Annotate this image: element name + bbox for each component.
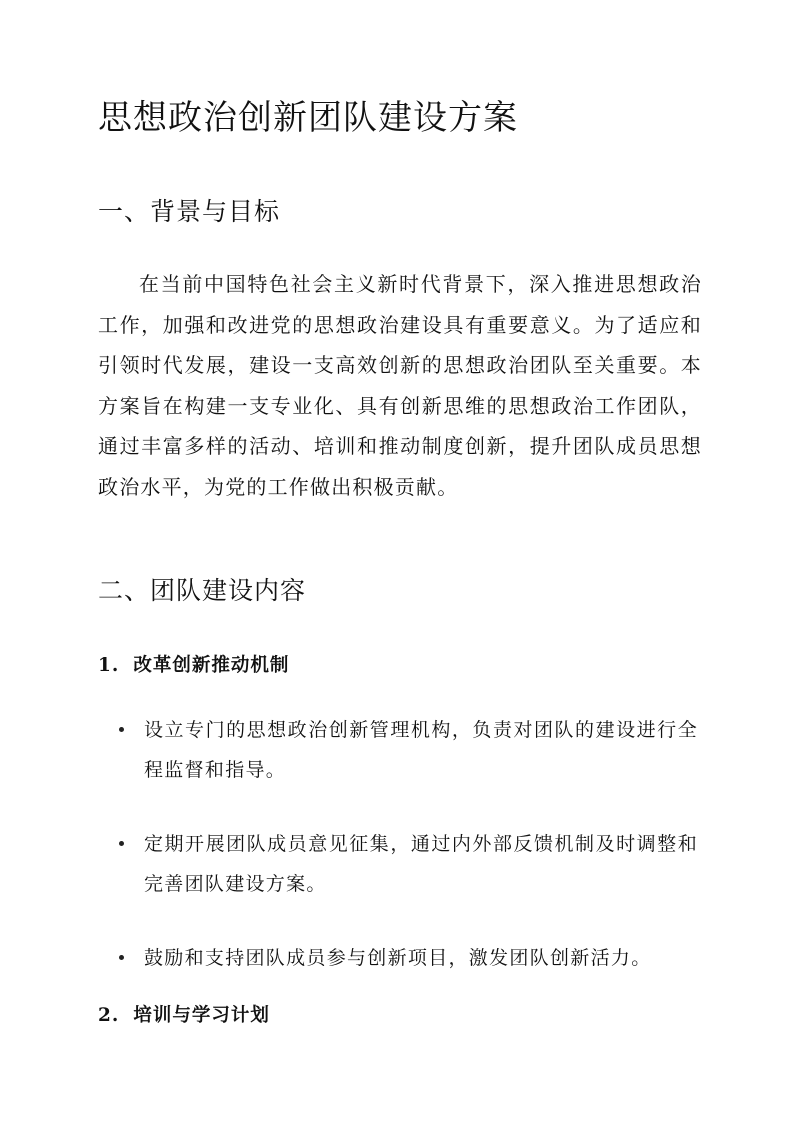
background-paragraph: 在当前中国特色社会主义新时代背景下，深入推进思想政治工作，加强和改进党的思想政治建设具有重要意义。为了适应和引领时代发展，建设一支高效创新的思想政治团队至关重要。本方案旨在构建一支专业化、具有创新思维的思想政治工作团队，通过丰富多样的活动、培训和推动制度创新，提升团队成员思想政治水平，为党的工作做出积极贡献。 — [98, 272, 702, 499]
list-item-text: 鼓励和支持团队成员参与创新项目，激发团队创新活力。 — [144, 947, 652, 969]
list-item — [98, 710, 698, 790]
subsection-number: 2. — [98, 1005, 120, 1026]
bullet-list — [98, 710, 698, 978]
list-item-text: 设立专门的思想政治创新管理机构，负责对团队的建设进行全程监督和指导。 — [144, 719, 698, 781]
subsection-number: 1. — [98, 655, 120, 676]
document-title: 思想政治创新团队建设方案 — [98, 98, 518, 138]
list-item — [98, 938, 698, 978]
section-heading-team-building: 二、团队建设内容 — [98, 576, 307, 605]
list-item — [98, 824, 698, 904]
bullet-dot-icon — [119, 955, 124, 960]
bullet-dot-icon — [119, 841, 124, 846]
bullet-dot-icon — [119, 727, 124, 732]
subsection-title: 改革创新推动机制 — [133, 655, 290, 676]
section-heading-background-goals: 一、背景与目标 — [98, 197, 281, 226]
subsection-title: 培训与学习计划 — [133, 1005, 270, 1026]
list-item-text: 定期开展团队成员意见征集，通过内外部反馈机制及时调整和完善团队建设方案。 — [144, 833, 698, 895]
subsection-heading-reform-mechanism — [98, 652, 289, 680]
subsection-heading-training-plan — [98, 1002, 270, 1030]
